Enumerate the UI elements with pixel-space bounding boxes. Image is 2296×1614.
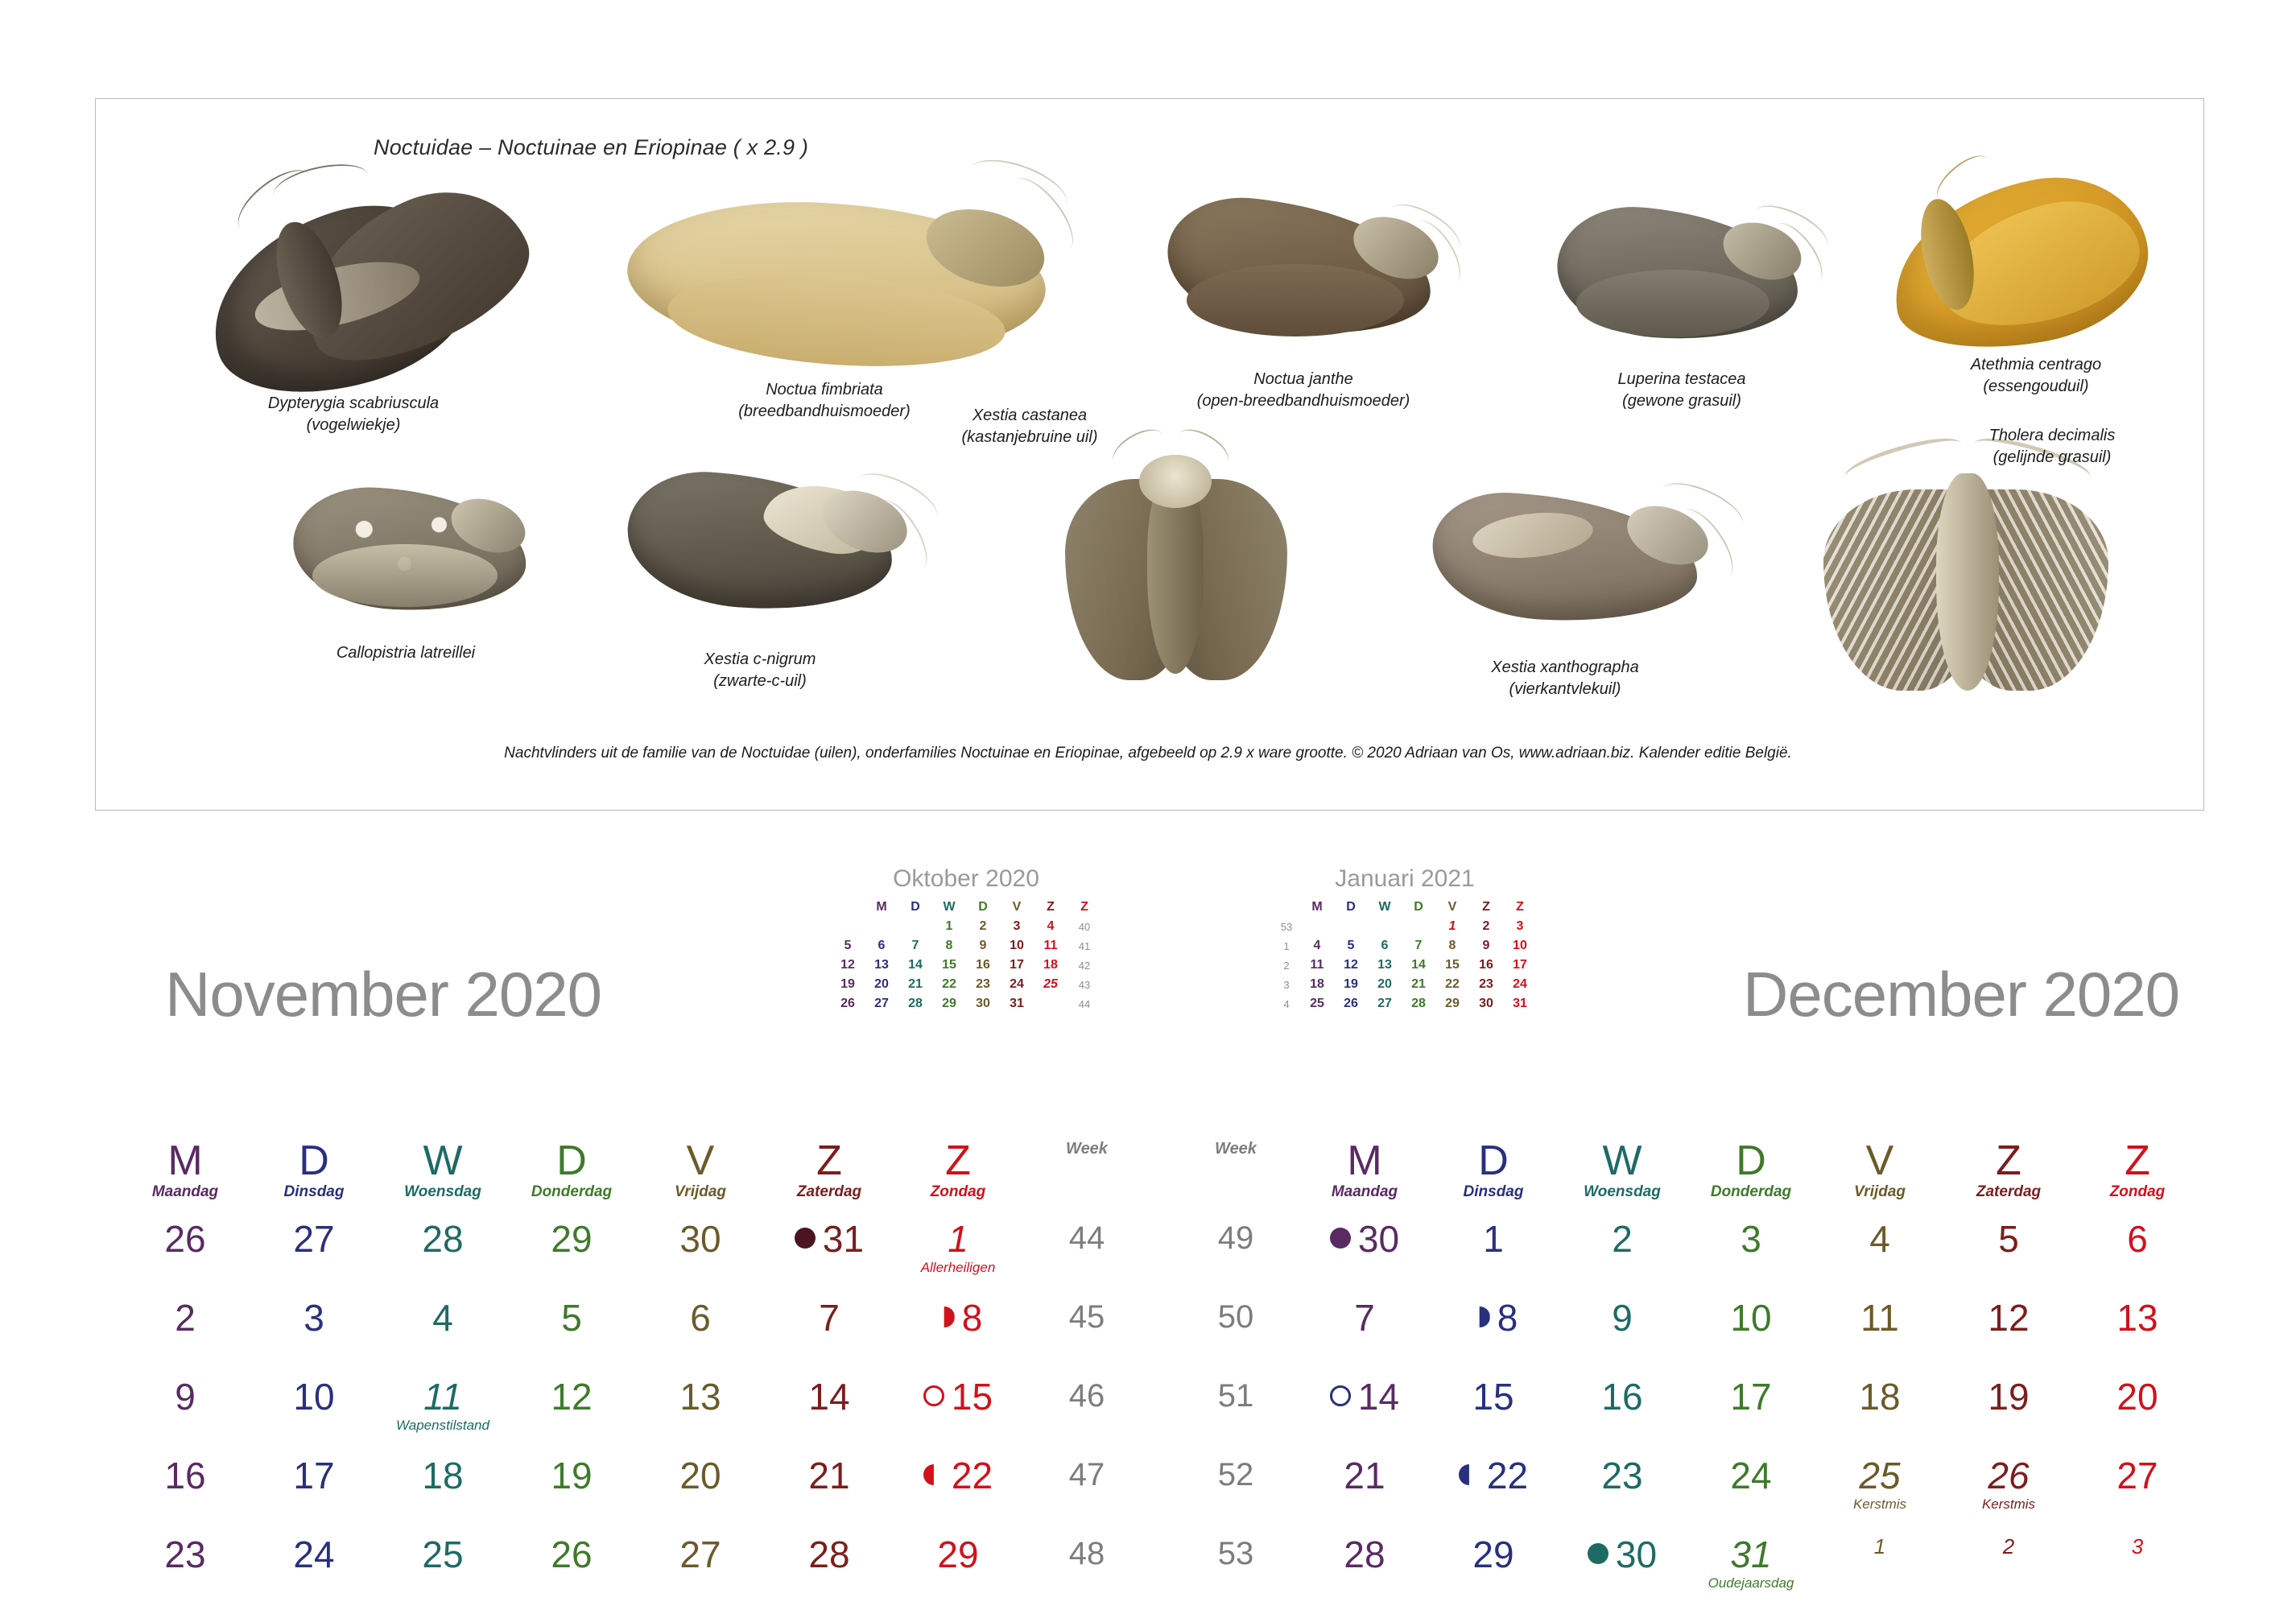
mini-hdr-su: Z: [1516, 900, 1524, 914]
table-row: [1171, 1298, 2202, 1377]
left-month-title: November 2020: [165, 959, 601, 1030]
mini-month-next-table: [1273, 898, 1537, 1013]
day-cell[interactable]: 3: [1741, 1218, 1761, 1260]
moon-full-icon: [923, 1385, 944, 1406]
hdr-name-friday: Vrijdag: [674, 1183, 727, 1200]
specimen-6: [237, 457, 575, 699]
day-cell[interactable]: 4: [432, 1297, 453, 1339]
hdr-letter-saturday: Z: [1996, 1137, 2021, 1184]
day-cell[interactable]: 26: [551, 1534, 593, 1575]
mini-week-row: 4 25 26 27 28 29 30 31: [1283, 997, 1527, 1010]
table-row: [121, 1535, 1151, 1614]
mini-hdr-tu: D: [1346, 900, 1356, 914]
day-cell[interactable]: 29: [937, 1534, 979, 1575]
mini-month-previous-title: Oktober 2020: [893, 865, 1039, 892]
day-cell[interactable]: 21: [1344, 1455, 1385, 1496]
specimen-1: [144, 155, 563, 434]
day-cell[interactable]: 24: [293, 1534, 335, 1575]
day-cell[interactable]: 2: [175, 1297, 196, 1339]
holiday-note: Wapenstilstand: [396, 1418, 489, 1433]
day-cell[interactable]: 13: [679, 1376, 721, 1418]
specimen-5-label: Atethmia centrago (essengouduil): [1970, 356, 2102, 395]
right-month-grid: [1171, 1139, 2202, 1614]
mini-month-previous-table: [831, 898, 1101, 1013]
day-cell[interactable]: 22: [1429, 1456, 1558, 1535]
specimen-6-label: Callopistria latreillei: [336, 644, 476, 662]
week-number: 46: [1068, 1378, 1105, 1414]
hdr-letter-friday: V: [1865, 1137, 1894, 1184]
day-cell[interactable]: 5: [561, 1297, 582, 1339]
mini-hdr-sa: Z: [1047, 900, 1055, 914]
mini-hdr-th: D: [978, 900, 988, 914]
week-number: 48: [1068, 1536, 1105, 1571]
week-number: 52: [1217, 1457, 1254, 1492]
mini-hdr-mo: M: [876, 900, 887, 914]
specimen-8-label: Xestia castanea (kastanjebruine uil): [961, 407, 1098, 446]
table-row: [121, 1220, 1151, 1298]
hdr-name-tuesday: Dinsdag: [283, 1183, 345, 1200]
day-cell[interactable]: 17: [293, 1455, 335, 1496]
plate-title: Noctuidae – Noctuinae en Eriopinae ( x 2.9 ): [374, 135, 809, 159]
day-cell[interactable]: 30: [679, 1218, 721, 1260]
day-cell[interactable]: 9: [175, 1376, 196, 1418]
week-number: 53: [1217, 1536, 1254, 1571]
specimen-7: [579, 441, 949, 699]
hdr-letter-sunday: Z: [2125, 1137, 2150, 1184]
day-cell[interactable]: 7: [819, 1297, 840, 1339]
week-column-header: Week: [1215, 1140, 1257, 1158]
day-cell[interactable]: 22: [894, 1456, 1022, 1535]
mini-hdr-we: W: [943, 900, 956, 914]
day-cell[interactable]: 20: [679, 1455, 721, 1496]
day-cell[interactable]: 8: [894, 1298, 1022, 1377]
moon-first-quarter-icon: [1459, 1464, 1480, 1485]
table-row: [1171, 1377, 2202, 1456]
week-number: 44: [1068, 1220, 1105, 1256]
hdr-letter-thursday: D: [1736, 1137, 1766, 1184]
day-cell[interactable]: 18: [1859, 1376, 1901, 1418]
hdr-name-tuesday: Dinsdag: [1463, 1183, 1524, 1200]
table-row: [1171, 1535, 2202, 1614]
specimen-10: [1778, 425, 2165, 715]
hdr-name-wednesday: Woensdag: [1584, 1183, 1661, 1200]
day-cell[interactable]: 19: [551, 1455, 593, 1496]
day-cell[interactable]: 1 Allerheiligen: [894, 1220, 1022, 1298]
day-cell[interactable]: 25 Kerstmis: [1815, 1456, 1944, 1535]
day-cell[interactable]: 11: [1860, 1297, 1899, 1339]
day-cell[interactable]: 29: [551, 1218, 593, 1260]
mini-hdr-th: D: [1414, 900, 1423, 914]
mini-hdr-mo: M: [1311, 900, 1323, 914]
specimen-3: [1118, 171, 1489, 413]
holiday-note: Kerstmis: [1852, 1496, 1907, 1512]
week-number: 51: [1217, 1378, 1254, 1414]
specimen-2-label: Noctua fimbriata (breedbandhuismoeder): [738, 381, 911, 420]
day-cell[interactable]: 3: [304, 1297, 324, 1339]
mini-header-row: [831, 898, 1101, 917]
day-cell[interactable]: 16: [1601, 1376, 1643, 1418]
mini-week-row: 19 20 21 22 23 24 25 43: [840, 977, 1091, 991]
mini-hdr-su: Z: [1080, 900, 1088, 914]
plate-footnote: Nachtvlinders uit de familie van de Noctuidae (uilen), onderfamilies Noctuinae en Eriopinae, afgebeeld op 2.9 x ware grootte. © 2020 Adriaan van Os, www.adriaan.biz. Kalender editie België.: [504, 745, 1792, 762]
day-cell[interactable]: 30: [1558, 1535, 1687, 1614]
day-cell[interactable]: 1: [1873, 1534, 1886, 1558]
holiday-note: Oudejaarsdag: [1708, 1575, 1794, 1591]
day-cell[interactable]: 16: [164, 1455, 206, 1496]
hdr-letter-saturday: Z: [816, 1137, 842, 1184]
table-row: [121, 1377, 1151, 1456]
hdr-letter-friday: V: [686, 1137, 715, 1184]
mini-week-row: 26 27 28 29 30 31 44: [840, 997, 1091, 1010]
hdr-letter-monday: M: [167, 1137, 203, 1184]
mini-month-previous: [793, 865, 1139, 1013]
specimen-1-label: Dypterygia scabriuscula (vogelwiekje): [267, 394, 440, 434]
day-cell[interactable]: 15: [1472, 1376, 1514, 1418]
day-cell[interactable]: 27: [679, 1534, 721, 1575]
hdr-name-sunday: Zondag: [2109, 1183, 2166, 1200]
day-cell[interactable]: 28: [808, 1534, 850, 1575]
day-cell[interactable]: 12: [1988, 1297, 2030, 1339]
specimen-10-label: Tholera decimalis (gelijnde grasuil): [1988, 427, 2116, 466]
mini-hdr-fr: V: [1012, 900, 1022, 914]
mini-week-row: 2 11 12 13 14 15 16 17: [1283, 958, 1527, 972]
hdr-name-monday: Maandag: [1331, 1183, 1398, 1200]
specimen-8: [961, 407, 1336, 711]
mini-hdr-we: W: [1378, 900, 1391, 914]
day-cell[interactable]: 19: [1988, 1376, 2030, 1418]
hdr-letter-tuesday: D: [1478, 1137, 1509, 1184]
day-cell[interactable]: 3: [2131, 1534, 2144, 1558]
hdr-name-sunday: Zondag: [930, 1183, 986, 1200]
day-cell[interactable]: 8: [1429, 1298, 1558, 1377]
mini-hdr-tu: D: [911, 900, 920, 914]
holiday-note: Kerstmis: [1981, 1496, 2036, 1512]
week-number: 49: [1217, 1220, 1254, 1256]
hdr-letter-thursday: D: [556, 1137, 587, 1184]
table-row: [1171, 1220, 2202, 1298]
day-cell[interactable]: 5: [1998, 1218, 2019, 1260]
day-cell[interactable]: 10: [1730, 1297, 1772, 1339]
hdr-name-thursday: Donderdag: [1710, 1183, 1792, 1200]
weekday-header-row: [1171, 1139, 2202, 1220]
left-month-grid: [121, 1139, 1151, 1614]
day-cell[interactable]: 25: [422, 1534, 464, 1575]
specimen-5: [1851, 135, 2189, 401]
day-cell[interactable]: 17: [1730, 1376, 1772, 1418]
right-month-title: December 2020: [1743, 959, 2179, 1030]
hdr-name-monday: Maandag: [151, 1183, 219, 1200]
table-row: [1171, 1456, 2202, 1535]
day-cell[interactable]: 30: [1300, 1220, 1429, 1298]
day-cell[interactable]: 2: [1612, 1218, 1633, 1260]
mini-header-row: [1273, 898, 1537, 917]
hdr-letter-wednesday: W: [423, 1137, 463, 1184]
day-cell[interactable]: 26: [164, 1218, 206, 1260]
day-cell[interactable]: 13: [2116, 1297, 2158, 1339]
hdr-name-thursday: Donderdag: [531, 1183, 613, 1200]
moon-full-icon: [1330, 1385, 1351, 1406]
day-cell[interactable]: 20: [2116, 1376, 2158, 1418]
day-cell[interactable]: 6: [2127, 1218, 2148, 1260]
mini-week-row: 1 2 3 4 40: [945, 919, 1091, 933]
day-cell[interactable]: 31 Oudejaarsdag: [1687, 1535, 1815, 1614]
hdr-name-saturday: Zaterdag: [1976, 1183, 2042, 1200]
mini-week-row: 53 1 2 3: [1280, 919, 1524, 933]
mini-month-next: [1232, 865, 1578, 1013]
day-cell[interactable]: 24: [1730, 1455, 1772, 1496]
mini-hdr-fr: V: [1447, 900, 1457, 914]
day-cell[interactable]: 4: [1869, 1218, 1890, 1260]
week-number: 45: [1068, 1299, 1105, 1335]
day-cell[interactable]: 7: [1354, 1297, 1375, 1339]
day-cell[interactable]: 27: [293, 1218, 335, 1260]
week-column-header: Week: [1066, 1140, 1108, 1158]
day-cell[interactable]: 10: [293, 1376, 335, 1418]
hdr-letter-wednesday: W: [1602, 1137, 1642, 1184]
mini-week-row: 12 13 14 15 16 17 18 42: [840, 958, 1091, 972]
mini-week-row: 3 18 19 20 21 22 23 24: [1283, 977, 1527, 991]
day-cell[interactable]: 12: [551, 1376, 593, 1418]
specimen-9-label: Xestia xanthographa (vierkantvlekuil): [1491, 658, 1639, 698]
day-cell[interactable]: 1: [1483, 1218, 1504, 1260]
hdr-name-saturday: Zaterdag: [796, 1183, 862, 1200]
mini-month-next-title: Januari 2021: [1335, 865, 1475, 892]
day-cell[interactable]: 2: [2002, 1534, 2015, 1558]
specimen-3-label: Noctua janthe (open-breedbandhuismoeder): [1196, 370, 1410, 410]
moon-full-filled-icon: [1588, 1543, 1608, 1564]
moon-new-icon: [795, 1228, 816, 1249]
day-cell[interactable]: 23: [164, 1534, 206, 1575]
week-number: 50: [1217, 1299, 1254, 1335]
day-cell[interactable]: 27: [2116, 1455, 2158, 1496]
day-cell[interactable]: 29: [1472, 1534, 1514, 1575]
moon-last-quarter-icon: [1469, 1306, 1490, 1327]
hdr-name-wednesday: Woensdag: [404, 1183, 481, 1200]
day-cell[interactable]: 31: [765, 1220, 894, 1298]
day-cell[interactable]: 18: [422, 1455, 464, 1496]
day-cell[interactable]: 28: [422, 1218, 464, 1260]
day-cell[interactable]: 11 Wapenstilstand: [378, 1377, 507, 1456]
day-cell[interactable]: 21: [808, 1455, 850, 1496]
specimen-9: [1384, 465, 1762, 707]
moon-new-icon: [1330, 1228, 1351, 1249]
day-cell[interactable]: 28: [1344, 1534, 1385, 1575]
week-number: 47: [1068, 1457, 1105, 1492]
mini-hdr-sa: Z: [1482, 900, 1490, 914]
day-cell[interactable]: 14: [1300, 1377, 1429, 1456]
hdr-name-friday: Vrijdag: [1853, 1183, 1906, 1200]
day-cell[interactable]: 6: [690, 1297, 711, 1339]
moon-first-quarter-icon: [923, 1464, 944, 1485]
day-cell[interactable]: 23: [1601, 1455, 1643, 1496]
specimen-4-label: Luperina testacea (gewone grasuil): [1617, 370, 1746, 410]
day-cell[interactable]: 15: [894, 1377, 1022, 1456]
hdr-letter-sunday: Z: [945, 1137, 971, 1184]
holiday-note: Allerheiligen: [920, 1260, 996, 1275]
weekday-header-row: [121, 1139, 1151, 1220]
specimen-2: [595, 147, 1110, 421]
moth-plate-panel: [95, 98, 2204, 811]
table-row: [121, 1298, 1151, 1377]
table-row: [121, 1456, 1151, 1535]
specimen-4: [1501, 175, 1855, 417]
day-cell[interactable]: 14: [808, 1376, 850, 1418]
mini-week-row: 5 6 7 8 9 10 11 41: [844, 939, 1091, 952]
moon-last-quarter-icon: [934, 1306, 955, 1327]
hdr-letter-monday: M: [1347, 1137, 1382, 1184]
day-cell[interactable]: 26 Kerstmis: [1944, 1456, 2073, 1535]
specimen-7-label: Xestia c-nigrum (zwarte-c-uil): [704, 650, 816, 690]
day-cell[interactable]: 9: [1612, 1297, 1633, 1339]
mini-week-row: 1 4 5 6 7 8 9 10: [1283, 939, 1527, 952]
hdr-letter-tuesday: D: [299, 1137, 329, 1184]
